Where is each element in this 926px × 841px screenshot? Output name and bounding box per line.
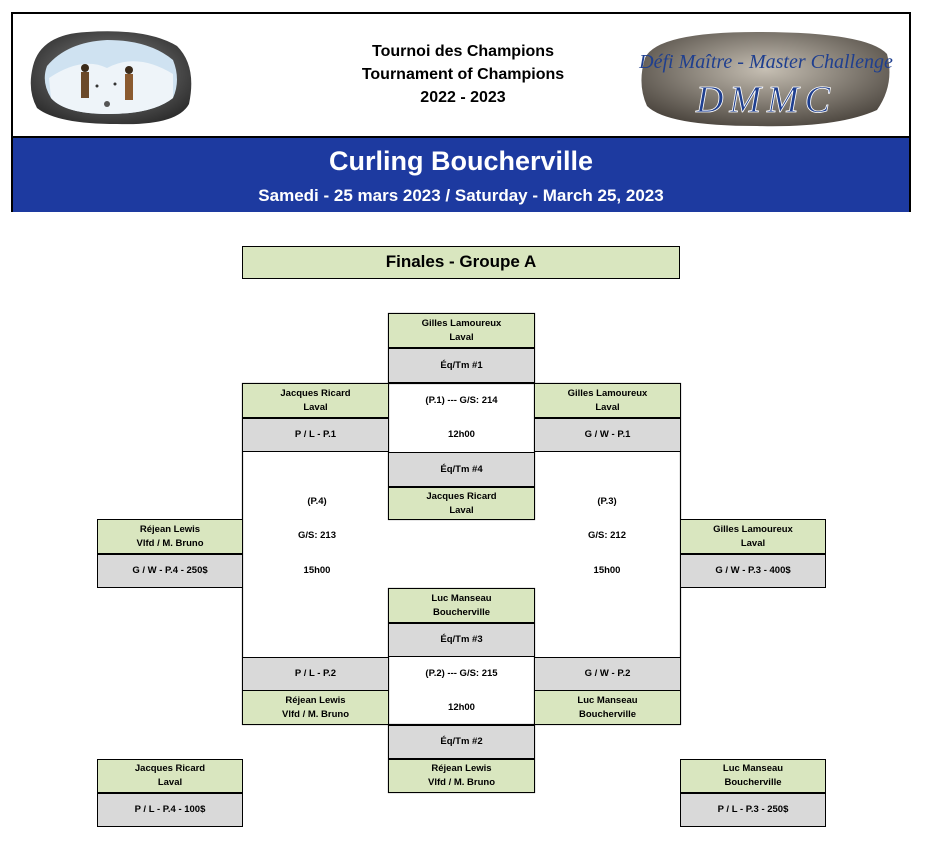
team-name: Gilles Lamoureux	[567, 387, 648, 399]
top-right-result: G / W - P.1	[534, 418, 681, 452]
right-final-time: 15h00	[593, 565, 621, 576]
top-game-time: 12h00	[448, 429, 475, 440]
team-name: Réjean Lewis	[431, 763, 492, 774]
top-right-team	[534, 383, 681, 418]
team-name: Luc Manseau	[431, 592, 492, 604]
team-name: Jacques Ricard	[134, 763, 206, 774]
title-french: Tournoi des Champions	[372, 43, 554, 60]
team-name: Luc Manseau	[577, 694, 638, 706]
team-club: Boucherville	[578, 708, 637, 720]
top-team-1	[388, 313, 535, 348]
header	[11, 12, 911, 212]
right-final-sheet: G/S: 212	[587, 530, 627, 541]
team-name: Jacques Ricard	[426, 490, 497, 502]
team-club: Laval	[449, 331, 474, 343]
team-club: Vlfd / M. Bruno	[427, 777, 496, 788]
tournament-title	[303, 40, 623, 109]
team-name: Jacques Ricard	[280, 387, 351, 399]
right-final-loser-result: P / L - P.3 - 250$	[680, 793, 826, 827]
banner-title: Curling Boucherville	[328, 146, 594, 176]
left-final-winner-result: G / W - P.4 - 250$	[97, 554, 243, 588]
team-club: Laval	[449, 504, 474, 516]
right-final-winner	[680, 519, 826, 554]
team-name: Gilles Lamoureux	[421, 317, 502, 329]
team-label-4: Éq/Tm #4	[388, 452, 535, 487]
banner	[13, 136, 909, 212]
curling-scene-logo	[27, 26, 195, 126]
bottom-game-sheet: (P.2) --- G/S: 215	[425, 668, 498, 679]
team-club: Laval	[740, 537, 766, 549]
right-final-winner-result: G / W - P.3 - 400$	[680, 554, 826, 588]
left-final-loser-result: P / L - P.4 - 100$	[97, 793, 243, 827]
logo-right-line2: DMMC	[695, 79, 837, 121]
banner-date: Samedi - 25 mars 2023 / Saturday - March 25, 2023	[258, 186, 664, 205]
group-title: Finales - Groupe A	[242, 246, 680, 279]
left-final-winner	[97, 519, 243, 554]
season: 2022 - 2023	[420, 89, 506, 106]
team-name: Réjean Lewis	[285, 694, 346, 706]
team-name: Réjean Lewis	[139, 523, 201, 535]
bottom-team-3	[388, 588, 535, 623]
top-left-result: P / L - P.1	[242, 418, 389, 452]
right-final-loser	[680, 759, 826, 793]
bottom-game-time: 12h00	[448, 702, 475, 713]
team-club: Laval	[595, 401, 620, 413]
team-name: Gilles Lamoureux	[713, 523, 793, 535]
team-club: Laval	[303, 401, 328, 413]
left-final-game: (P.4)	[307, 496, 327, 507]
team-club: Vlfd / M. Bruno	[136, 537, 204, 549]
team-label-2: Éq/Tm #2	[388, 725, 535, 759]
logo-right-line1: Défi Maître - Master Challenge	[639, 51, 893, 73]
left-final-loser	[97, 759, 243, 793]
top-left-team	[242, 383, 389, 418]
bottom-right-team	[534, 690, 681, 725]
left-final-time: 15h00	[303, 565, 331, 576]
left-final-sheet: G/S: 213	[297, 530, 337, 541]
right-final-game: (P.3)	[597, 496, 617, 507]
team-name: Luc Manseau	[722, 763, 784, 774]
top-game-sheet: (P.1) --- G/S: 214	[425, 394, 498, 406]
team-club: Boucherville	[432, 606, 491, 618]
top-team-4	[388, 487, 535, 520]
team-label-1: Éq/Tm #1	[388, 348, 535, 383]
bottom-left-result: P / L - P.2	[242, 657, 389, 691]
team-club: Laval	[157, 777, 183, 788]
bottom-left-team	[242, 690, 389, 725]
bottom-team-2	[388, 759, 535, 793]
bottom-right-result: G / W - P.2	[534, 657, 681, 691]
team-club: Boucherville	[724, 777, 782, 788]
title-english: Tournament of Champions	[361, 66, 565, 83]
team-label-3: Éq/Tm #3	[388, 623, 535, 657]
team-club: Vlfd / M. Bruno	[281, 708, 350, 720]
dmmc-logo	[637, 28, 895, 130]
